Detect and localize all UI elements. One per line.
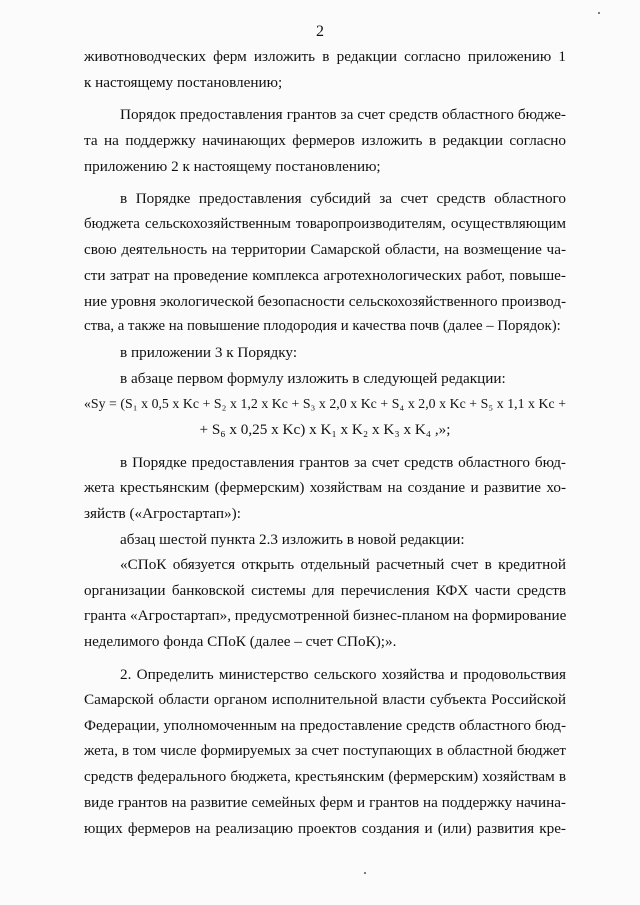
text-line: в Порядке предоставления субсидий за счет средств областного — [120, 190, 566, 208]
text-line: свою деятельность на территории Самарской области, на возмещение ча- — [84, 241, 566, 259]
text-line: зяйств («Агростартап»): — [84, 504, 241, 522]
text-line: в абзаце первом формулу изложить в следующей редакции: — [120, 369, 506, 387]
document-body — [84, 44, 566, 841]
text-line: Порядок предоставления грантов за счет средств областного бюдже- — [120, 106, 566, 124]
text-line: животноводческих ферм изложить в редакции согласно приложению 1 — [84, 48, 566, 65]
text-line: в приложении 3 к Порядку: — [120, 344, 298, 362]
text-line: жета, в том числе формируемых за счет поступающих в областной бюджет — [84, 742, 566, 759]
text-line: Федерации, уполномоченным на предоставление средств областного бюд- — [84, 717, 566, 735]
text-line: приложению 2 к настоящему постановлению; — [84, 157, 381, 175]
text-line: «СПоК обязуется открыть отдельный расчетный счет в кредитной — [120, 556, 566, 574]
formula-line: «Sу = (S₁ x 0,5 x Kс + S₂ x 1,2 x Kс + S₃ x 2,0 x Kс + S₄ x 2,0 x Kс + S₅ x 1,1 x Kс + — [84, 396, 566, 412]
text-line: та на поддержку начинающих фермеров изложить в редакции согласно — [84, 131, 566, 149]
page-number: 2 — [316, 23, 324, 40]
text-line: в Порядке предоставления грантов за счет средств областного бюд- — [120, 453, 566, 471]
text-line: Самарской области органом исполнительной власти субъекта Российской — [84, 691, 566, 709]
text-line: абзац шестой пункта 2.3 изложить в новой редакции: — [120, 530, 465, 548]
text-line: ства, а также на повышение плодородия и качества почв (далее – Порядок): — [84, 318, 561, 335]
text-line: виде грантов на развитие семейных ферм и грантов на поддержку начина- — [84, 793, 566, 811]
text-line: 2. Определить министерство сельского хозяйства и продовольствия — [120, 665, 566, 683]
text-line: гранта «Агростартап», предусмотренной бизнес-планом на формирование — [84, 607, 567, 625]
text-line: к настоящему постановлению; — [84, 73, 283, 91]
text-line: ние уровня экологической безопасности сельскохозяйственного производ- — [84, 292, 566, 310]
text-line: неделимого фонда СПоК (далее – счет СПоК);». — [84, 633, 397, 651]
formula-line: + S₆ x 0,25 x Kс) x K₁ x K₂ x K₃ x K₄ ,»; — [199, 420, 451, 438]
text-line: сти затрат на проведение комплекса агротехнологических работ, повыше- — [84, 267, 566, 285]
text-line: ющих фермеров на реализацию проектов создания и (или) развития кре- — [84, 819, 566, 837]
scan-speck — [598, 12, 600, 14]
text-line: средств федерального бюджета, крестьянским (фермерским) хозяйствам в — [84, 768, 566, 786]
scan-speck — [364, 872, 366, 874]
text-line: бюджета сельскохозяйственным товаропроизводителям, осуществляющим — [84, 215, 566, 232]
text-line: организации банковской системы для перечисления КФХ части средств — [84, 581, 566, 599]
text-line: жета крестьянским (фермерским) хозяйствам на создание и развитие хо- — [84, 479, 566, 497]
